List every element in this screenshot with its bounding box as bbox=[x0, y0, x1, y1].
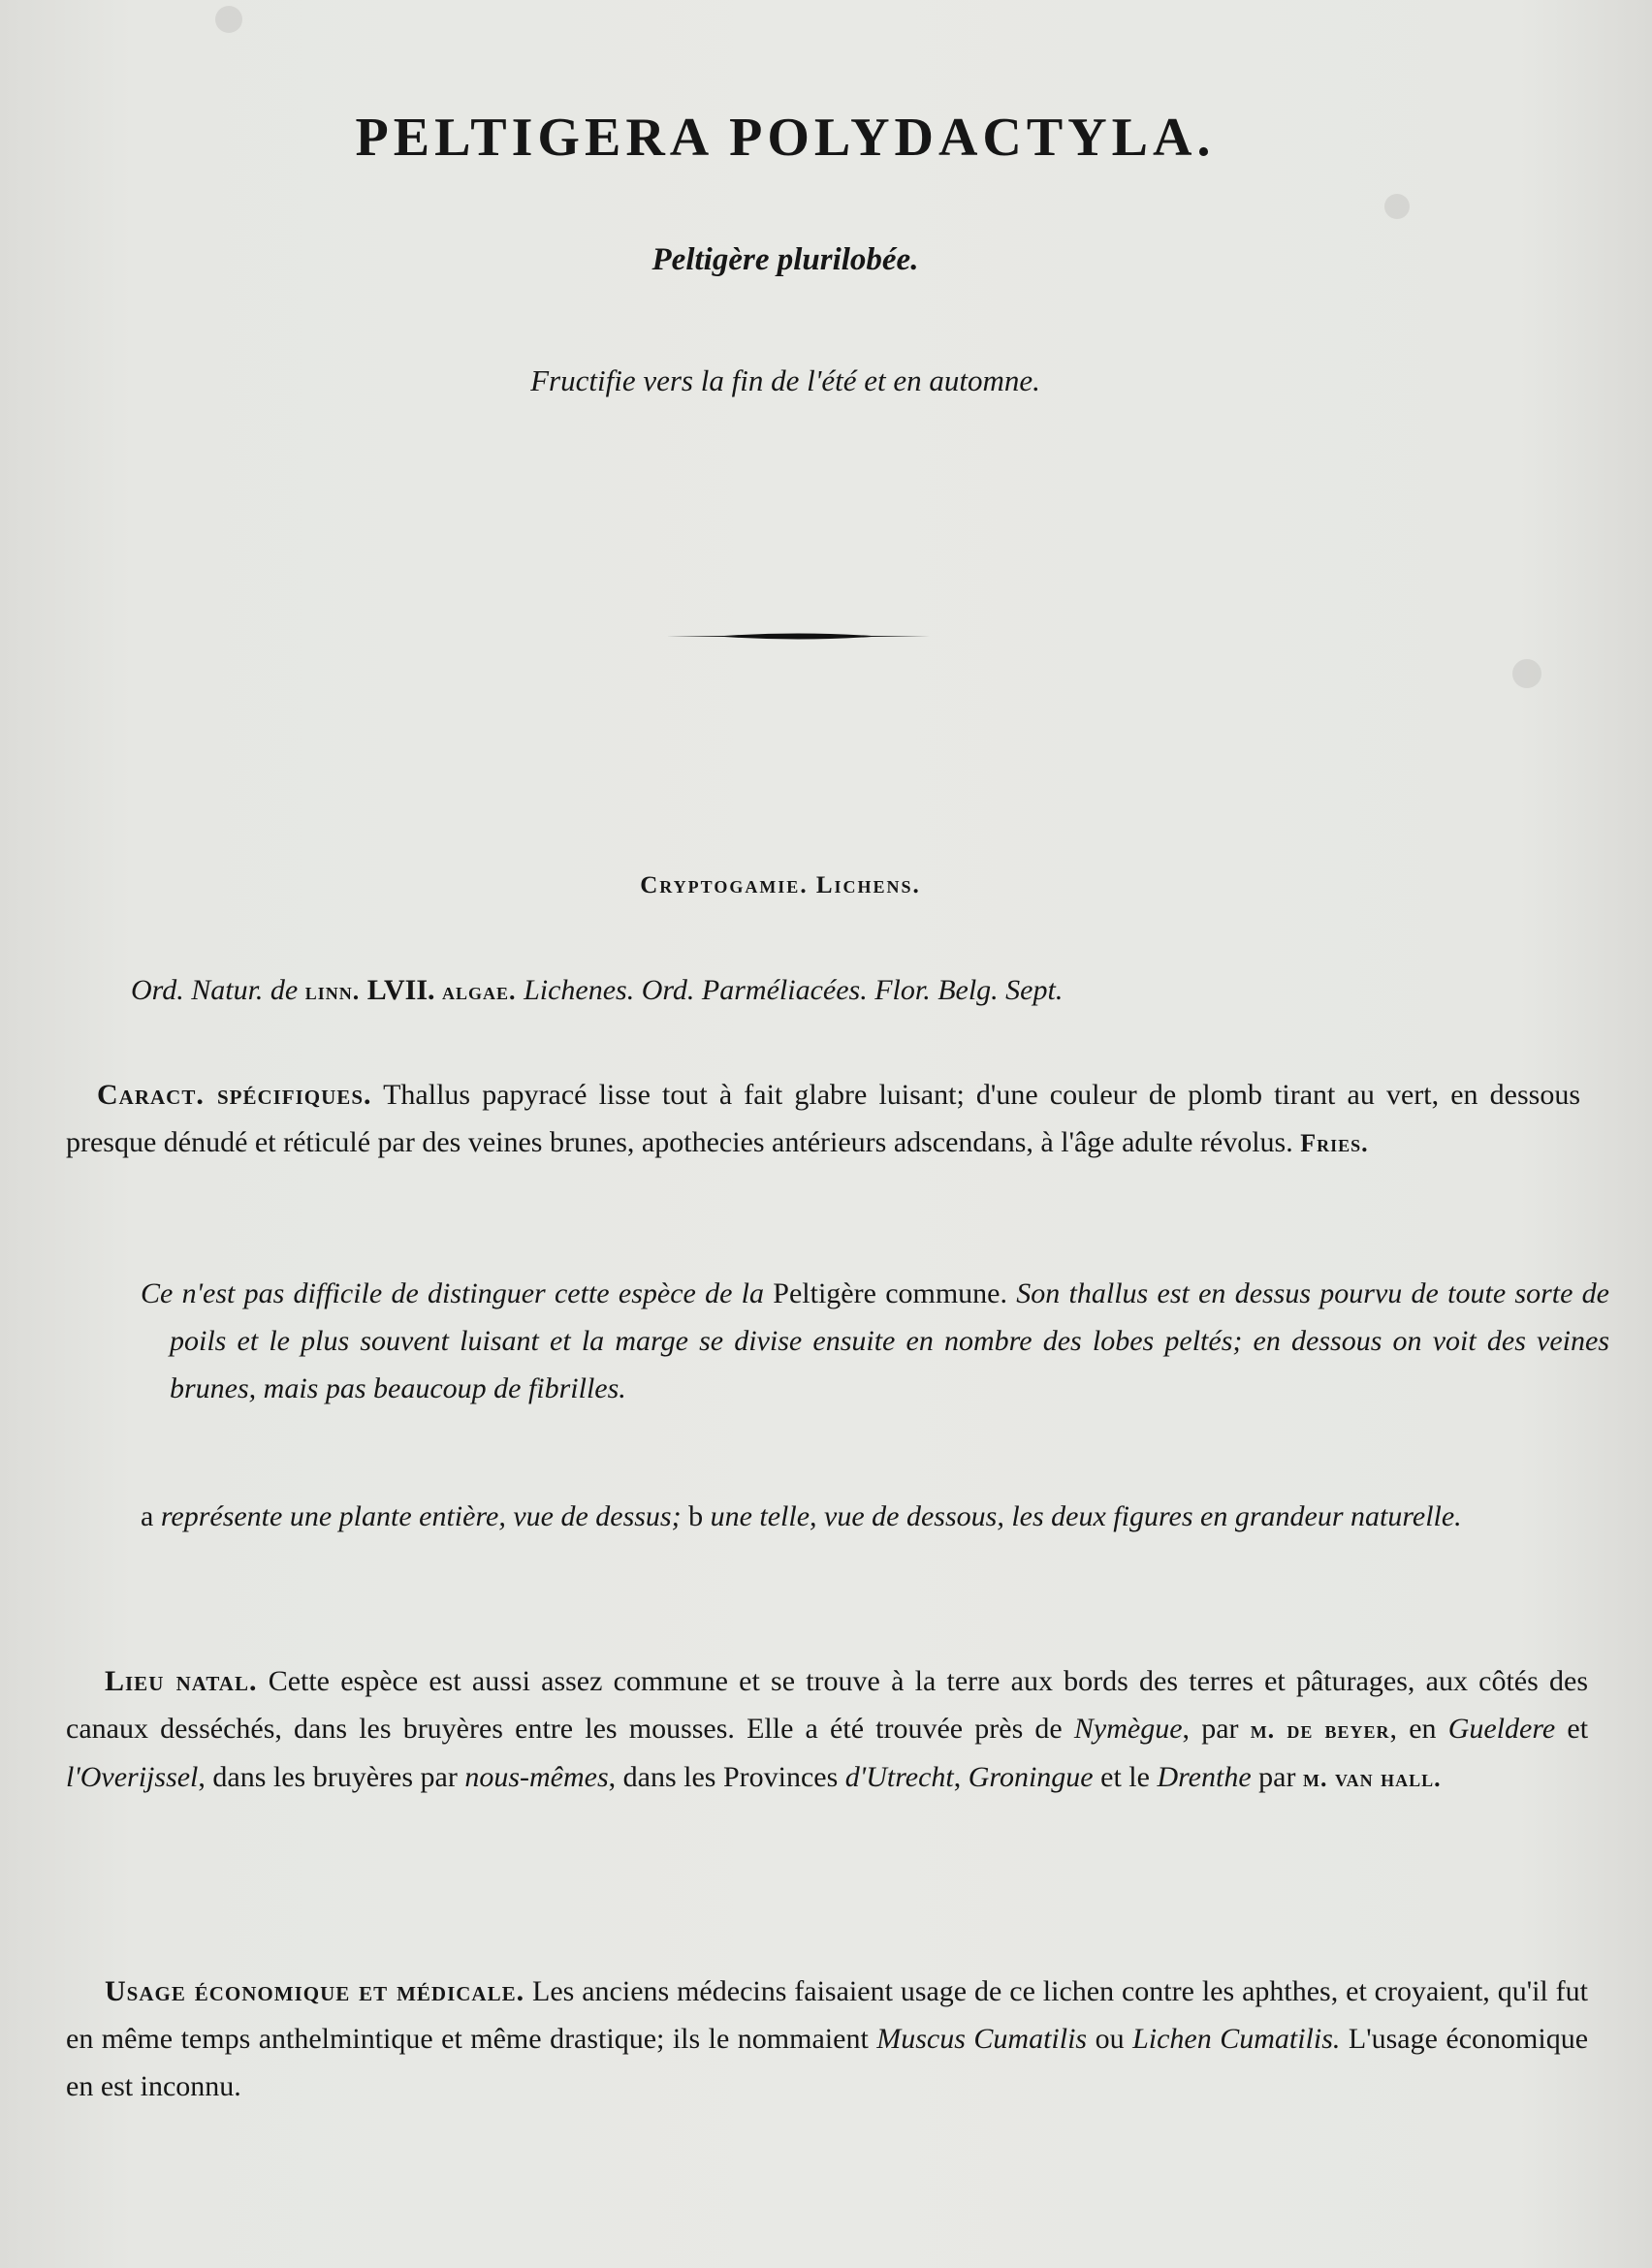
ornamental-rule bbox=[666, 632, 930, 641]
order-line bbox=[131, 974, 1517, 1007]
specific-characters-paragraph bbox=[66, 1071, 1580, 1167]
lieu-heading: Lieu natal. bbox=[105, 1665, 258, 1697]
page-title: PELTIGERA POLYDACTYLA. bbox=[355, 108, 1216, 168]
classification-heading: Cryptogamie. Lichens. bbox=[640, 872, 921, 898]
usage-heading: Usage économique et médicale. bbox=[105, 1975, 525, 2007]
note2-part1: représente une plante entière, vue de dessus; bbox=[160, 1500, 682, 1532]
name-lichen-cumatilis: Lichen Cumatilis. bbox=[1132, 2023, 1341, 2055]
place-drenthe: Drenthe bbox=[1157, 1761, 1252, 1793]
lieu-t6: , dans les Provinces bbox=[608, 1761, 839, 1793]
fructification-note: Fructifie vers la fin de l'été et en automne. bbox=[530, 363, 1040, 397]
figure-a-label: a bbox=[141, 1500, 154, 1532]
lieu-t4: et bbox=[1567, 1713, 1589, 1745]
note1-roman: Peltigère commune. bbox=[773, 1277, 1007, 1309]
figure-legend bbox=[141, 1493, 1609, 1540]
paper-stain bbox=[1384, 194, 1410, 219]
order-prefix: Ord. Natur. de bbox=[131, 974, 299, 1006]
person-de-beyer: m. de beyer bbox=[1250, 1716, 1390, 1744]
note2-part2: une telle, vue de dessous, les deux figures en grandeur naturelle. bbox=[710, 1500, 1462, 1532]
lvii-label: LVII. bbox=[366, 974, 435, 1006]
place-utrecht: d'Utrecht bbox=[844, 1761, 954, 1793]
note1-part2: Son thallus est en dessus pourvu de toute sorte de poils et le plus souvent luisant et la marge se divise ensuite en nombre des lobes peltés; en dessous on voit des veines brunes, mais pas beaucoup de fibrilles. bbox=[170, 1277, 1609, 1404]
lieu-t7: , bbox=[953, 1761, 962, 1793]
lieu-t9: par bbox=[1258, 1761, 1296, 1793]
caract-text: Thallus papyracé lisse tout à fait glabre luisant; d'une couleur de plomb tirant au vert, en dessous presque dénudé et réticulé par des veines brunes, apothecies antérieurs adscendans, à l'âge adulte révolus. bbox=[66, 1079, 1580, 1158]
caract-author: Fries. bbox=[1300, 1129, 1369, 1157]
nous-memes: nous-mêmes bbox=[464, 1761, 609, 1793]
lieu-t1: Cette espèce est aussi assez commune et se trouve à la terre aux bords des terres et pâturages, aux côtés des canaux desséchés, dans les bruyères entre les mousses. Elle a été trouvée près de bbox=[66, 1665, 1589, 1745]
order-rest: Lichenes. Ord. Parméliacées. Flor. Belg. Sept. bbox=[524, 974, 1064, 1006]
person-van-hall: m. van hall. bbox=[1302, 1764, 1442, 1792]
note1-part1: Ce n'est pas difficile de distinguer cette espèce de la bbox=[141, 1277, 765, 1309]
distinction-note bbox=[141, 1270, 1609, 1412]
usage-t3: L'usage économique en est inconnu. bbox=[66, 2023, 1589, 2102]
figure-b-label: b bbox=[688, 1500, 704, 1532]
caract-heading: Caract. spécifiques. bbox=[97, 1079, 372, 1111]
lieu-t8: et le bbox=[1100, 1761, 1150, 1793]
usage-paragraph bbox=[66, 1968, 1588, 2110]
paper-stain bbox=[215, 6, 242, 33]
page-subtitle: Peltigère plurilobée. bbox=[651, 242, 919, 277]
place-nymegue: Nymègue bbox=[1073, 1713, 1183, 1745]
paper-stain bbox=[1512, 659, 1541, 688]
place-overijssel: l'Overijssel bbox=[66, 1761, 199, 1793]
place-gueldere: Gueldere bbox=[1447, 1713, 1556, 1745]
lieu-t3: , en bbox=[1389, 1713, 1437, 1745]
name-muscus-cumatilis: Muscus Cumatilis bbox=[876, 2023, 1088, 2055]
habitat-paragraph bbox=[66, 1657, 1588, 1802]
algae-label: algae. bbox=[442, 977, 517, 1005]
lieu-t5: , dans les bruyères par bbox=[198, 1761, 458, 1793]
lieu-t2: , par bbox=[1182, 1713, 1239, 1745]
usage-t1: Les anciens médecins faisaient usage de ce lichen contre les aphthes, et croyaient, qu'il fut en même temps anthelmintique et même drastique; ils le nommaient bbox=[66, 1975, 1589, 2055]
place-groningue: Groningue bbox=[968, 1761, 1094, 1793]
linn-label: linn. bbox=[304, 977, 361, 1005]
usage-t2: ou bbox=[1095, 2023, 1125, 2055]
